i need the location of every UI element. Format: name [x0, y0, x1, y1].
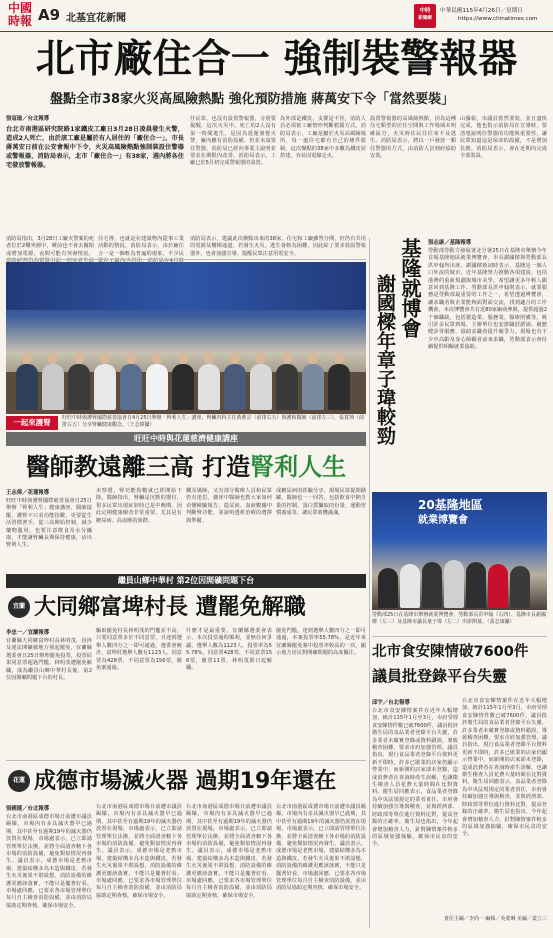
masthead [0, 0, 553, 32]
side-title-line-1: 基隆就博會 [398, 238, 422, 338]
fire-column-1 [6, 804, 92, 930]
recall-tag [8, 596, 30, 618]
recall-kicker-text: 繼員山鄉中華村 第2位因開礦問題下台 [117, 576, 255, 585]
side-photo-people [378, 544, 543, 608]
right-logo [414, 4, 436, 28]
health-column-1-text: 旺旺中時與護腎國際慈善協會日25日舉辦「腎利人生」健康講座，醫師提醒，護腎不只看功能指數，更要從生活習慣著手，從三高開始控制，減少藥物濫用，也要注意飲食及水分攝取，才能讓腎臟長期保持健康，活出腎利人生。 [6, 498, 92, 549]
lead-intro [6, 114, 184, 232]
website-url[interactable]: https://www.chinatimes.com [458, 16, 538, 22]
fire-column-4: 台北市南港區成德市場日前遭市議員踢爆，市場內有多具滅火器早已過期，其中甚至有過期19年的滅火器仍放置在現場，市場處表示，已立即請管理單位汰換，並將全面清查轄下各市場的消防設備，避免類似情況再發生。議員表示，成德市場是老舊市場，建築結構多為木造與鐵皮，若發生火災後果不堪設想，消防設備的維護更應該落實，不能只是擺著好看。市場處回應，已要求各市場管理單位每月自主檢查消防設備，並由消防局協助定期查核，確保市場安全。 [276, 804, 366, 892]
recall-kicker [6, 574, 366, 588]
lead-column-1c: 住宅裡，也就是在建築物內從事工業活動的情況。消防局表示，由於廠住合一是一個較為普遍的現象，不少民 [98, 236, 184, 257]
recall-tag-text: 宜蘭 [12, 603, 25, 610]
health-photo-caption: 旺旺中時與護腎國際慈善協會日4月25日舉辦「腎利人生」講座，腎臟內科主任黃胜宗（前排右五）與護和醫師（前排左三），張賀翔（前排右五）分享腎臟健康觀念。（王志偉攝） [62, 415, 365, 428]
side-title-block [372, 238, 424, 490]
side-body-block [428, 238, 547, 490]
health-photo [6, 262, 366, 414]
recall-headline: 大同鄉富埤村長 遭罷免解職 [34, 595, 306, 620]
health-headline [6, 449, 366, 485]
lead-column-2b: 消防局表示，建議此次盤點出來的38家，住宅和工廠雖然分開，但仍有共用的電源及樓梯通道，若發生火災，逃生會較為困難，因此除了要求裝設警報器外，也會加強宣導，提醒民眾注意用電安全。 [190, 236, 366, 257]
page-number: A9 [38, 6, 61, 24]
divider-horizontal-2 [372, 636, 547, 637]
section-title: 北基宜花新聞 [66, 13, 126, 24]
fire-tag-text: 花蓮 [12, 777, 25, 784]
health-photo-badge-text: 一起來護腎 [13, 418, 51, 427]
side-body-text: 勞動部勞動力發展署北分署25日在基隆市舉辦今年首場基隆地區就業博覽會，市長謝國樑與勞動部長洪申翰均出席。謝國樑致詞時表示，基隆是一個人口外流的城市，近年基隆努力推動各項建設，包括港灣的重新規劃與城市美學，希望讓更多年輕人願意回到基隆工作。勞動部長洪申翰則表示，就業服務是勞動部最重要的工作之一，希望透過博覽會，讓求職者與企業能夠面對面交流，找到適合的工作機會。本次博覽會共有近80家廠商參與，提供超過2千個職缺，包括製造業、服務業、醫療照護等，吸引許多民眾到場。主辦單位也安排職涯諮詢、履歷健診等服務，協助求職者提升競爭力。現場也有不少中高齡及身心障礙者前來求職，勞動部表示會持續提供相關就業協助。 [428, 248, 547, 351]
lead-column-1b: 消防局指出，3月28日工廠火警案的死者位於2樓夾層中，睡前也不會去關閉或增加電源，夜間可能有突發情況， [6, 236, 94, 257]
side-photo-sign [418, 498, 542, 528]
fire-headline: 成德市場滅火器 過期19年還在 [34, 769, 337, 794]
issue-date: 中華民國115年4月26日／星期日 [440, 8, 523, 14]
photo-banner-backdrop [6, 262, 366, 310]
food-column-1 [372, 698, 458, 908]
paper-logo [5, 2, 35, 30]
recall-column-3: 什麼才是最重要，宜蘭縣選委會表示，本次投票過程順利，並無任何爭議，選舉人數為1123人，投票率為55.78%，同意票428票，不同意票156票，廢票11票，林明茂即日起解職。 [186, 628, 272, 672]
lead-column-2: 任民眾，也沒有設置警報器，寺別要提醒，這次火災中，死亡的2人沒有第一時間逃生，是因為延遲發覺火警，廠內雖有消防設備，但並未設置住警器，消防局已經向事業主說明並要求在期限內改善。消防局表示，工廠已於5月初完成警報器的設置。 [190, 116, 276, 167]
food-headline-line-1: 北市食安陳情破7600件 [372, 644, 529, 660]
side-byline: 張志康／基隆報導 [428, 240, 472, 246]
side-photo [372, 492, 547, 610]
divider-horizontal-1 [6, 259, 366, 260]
health-headline-part-1: 醫師教遠離三高 打造 [25, 453, 251, 481]
lead-subheadline: 盤點全市38家火災高風險熱點 強化預防措施 蔣萬安下令「當然要裝」 [50, 92, 455, 107]
lead-headline: 北市廠住合一 強制裝警報器 [35, 37, 518, 82]
health-column-3: 鐵及風險，又有部分醫療人員和民眾仍有迷思。講座中醫師也教大家如何看懂檢驗報告，從尿液、血液數據中判斷腎功能，並說明透析治療的選擇與準備。 [186, 488, 272, 524]
photo-crowd [16, 320, 356, 410]
paper-name-line-2: 時報 [7, 14, 32, 28]
paper-name-line-1: 中國 [7, 1, 32, 15]
health-kicker-text: 旺旺中時與花蓮慈濟健康講座 [134, 434, 238, 443]
health-photo-badge [6, 416, 58, 430]
recall-column-2: 驅取罷免村長林明茂的門檻並不高，只要同意票多於不同意票，且達到選舉人數四分之一即可通過，選委會統計，富埤村選舉人數有1123人，同意票為428票，不同意票為156票，罷免案通過。 [96, 628, 182, 672]
lead-column-3: 為外部是鐵皮，支撐是不佳，消防人員必須依工廠情形判斷救援方式。消防局表示，工廠是屬於火災高風險場所，每一處住宅都有自己的條件限制，這次盤點的38家中多數為鐵皮屋搭建，容易因電線走火。 [280, 116, 366, 160]
side-photo-sign-line-1: 20基隆地區 [418, 498, 483, 512]
food-headline [372, 640, 547, 692]
right-logo-line-1: 中時 [419, 8, 431, 14]
food-byline: 邱宇／台北報導 [372, 700, 410, 706]
health-headline-part-2: 腎利人生 [250, 453, 347, 481]
health-column-1 [6, 488, 92, 572]
food-headline-line-2: 議員批登錄平台失靈 [372, 667, 508, 685]
divider-horizontal-3 [6, 760, 366, 761]
side-photo-sign-line-2: 就業博覽會 [418, 515, 468, 526]
fire-tag [8, 770, 30, 792]
health-column-2: 未察覺，腎功能指數就已經開始下降。醫師指出，腎臟是沉默的器官，很多民眾出現症狀時已是中晚期，因此定期健康檢查非常重要，尤其是有糖尿病、高血壓的族群。 [96, 488, 182, 524]
health-column-4: 成糖尿病的經驗分享，現場民眾提問踴躍，醫師也一一回答，包括飲食中鈉含量的控制、蛋白質攝取的份量、運動習慣養成等，讓民眾收穫滿滿。 [276, 488, 366, 517]
right-logo-line-2: 新聞網 [418, 16, 432, 21]
lead-byline: 張寇瑜／台北報導 [6, 116, 50, 122]
health-byline: 王志偉／花蓮報導 [6, 490, 50, 496]
recall-column-1-text: 宜蘭縣大同鄉富埤村長林明茂，因涉及違法開礦被地方發起罷免，宜蘭縣選委會日25日辦理罷免投票，投票結果同意票超過門檻，林明茂遭罷免解職，成為繼員山鄉中華村長後，第2位因開礦問題下台的村長。 [6, 638, 92, 682]
divider-vertical-1 [369, 238, 370, 928]
fire-column-1-text: 台北市南港區成德市場日前遭市議員踢爆，市場內有多具滅火器早已過期，其中甚至有過期19年的滅火器仍放置在現場，市場處表示，已立即請管理單位汰換，並將全面清查轄下各市場的消防設備，避免類似情況再發生。議員表示，成德市場是老舊市場，建築結構多為木造與鐵皮，若發生火災後果不堪設想，消防設備的維護更應該落實，不能只是擺著好看。市場處回應，已要求各市場管理單位每月自主檢查消防設備，並由消防局協助定期查核，確保市場安全。 [6, 814, 92, 909]
fire-column-3: 台北市南港區成德市場日前遭市議員踢爆，市場內有多具滅火器早已過期，其中甚至有過期19年的滅火器仍放置在現場，市場處表示，已立即請管理單位汰換，並將全面清查轄下各市場的消防設備，避免類似情況再發生。議員表示，成德市場是老舊市場，建築結構多為木造與鐵皮，若發生火災後果不堪設想，消防設備的維護更應該落實，不能只是擺著好看。市場處回應，已要求各市場管理單位每月自主檢查消防設備，並由消防局協助定期查核，確保市場安全。 [186, 804, 272, 899]
fire-column-2: 台北市南港區成德市場日前遭市議員踢爆，市場內有多具滅火器早已過期，其中甚至有過期19年的滅火器仍放置在現場，市場處表示，已立即請管理單位汰換，並將全面清查轄下各市場的消防設備，避免類似情況再發生。議員表示，成德市場是老舊市場，建築結構多為木造與鐵皮，若發生火災後果不堪設想，消防設備的維護更應該落實，不能只是擺著好看。市場處回應，已要求各市場管理單位每月自主檢查消防設備，並由消防局協助定期查核，確保市場安全。 [96, 804, 182, 899]
side-title-line-2: 謝國樑年章子瑋較勁 [374, 274, 396, 445]
recall-byline: 李忠一／宜蘭報導 [6, 630, 50, 636]
lead-column-5: 山據報，市議員當然要裝，並且盡快完成，他也指示消防局在宣導時，要清楚說明住警器的功能與重要性，讓民眾知道這是保命的設備，不是增加負擔。消防局表示，會在近期內完成全部裝設。 [460, 116, 547, 160]
health-kicker [6, 432, 366, 446]
side-photo-caption: 勞動部25日在基隆市舉辦就業博覽會，勞動部長洪申翰（右四）、基隆市長謝國樑（左三）及基隆市議長童子瑋（左二）出席開幕。（張志康攝） [372, 612, 546, 625]
lead-intro-text: 台北市南港區研究院路1家鐵皮工廠日3月28日凌晨發生火警，造成2人死亡，由於該工廠是屬於有人居住的「廠住合一」，市長蔣萬安日前在公安會報中下令，火災高風險熱點強制裝設住警器或警報器，消防局表示，北市「廠住合一」有38家，週內將各住宅發放警報器。 [6, 126, 184, 169]
recall-column-1 [6, 628, 92, 722]
recall-column-4: 罷免門檻，達到選舉人數四分之一即可通過，本案投票率55.78%，是近年來宜蘭縣罷免案中投票率較高的一次，顯示地方居民對開礦問題的高度關注。 [276, 628, 366, 657]
food-column-1-text: 台北市食安陳情案件在近年大幅增加，統計115年1月至3月，市府受理食安陳情件數已破7600件，議員批評衛生局的食品業者登錄平台失靈，許多業者未確實登錄或資料錯誤，導致稽查困難，要求市府加強管理。議員指出，現行食品業者登錄平台資料更新不即時，許多已歇業的店家仍顯示營業中，而新開的店家卻未登錄，造成消費者在查詢時產生誤解，也讓衛生稽查人員花費大量時間在比對資料。衛生局回應表示，食品業者登錄為中央法規規定的業者責任，市府會持續加強宣導與稽查，並與經濟部、財政部等單位進行資料比對，提高登錄的正確率。衛生局也指出，今年起會增加稽查人力，針對陳情案件較多的區域加強抽驗，確保市民食的安全。 [372, 708, 458, 848]
lead-column-4: 設置警報器的高風險熱點，因為這種住宅類型的居住空間與工作場域未明確區分，火災時住民往往來不及逃生。消防局表示，將以一戶發放一顆住警器的方式，由消防人員到府協助安裝。 [370, 116, 456, 160]
food-column-2: 台北市食安陳情案件在近年大幅增加，統計115年1月至3月，市府受理食安陳情件數已破7600件，議員批評衛生局的食品業者登錄平台失靈，許多業者未確實登錄或資料錯誤，導致稽查困難，要求市府加強管理。議員指出，現行食品業者登錄平台資料更新不即時，許多已歇業的店家仍顯示營業中，而新開的店家卻未登錄，造成消費者在查詢時產生誤解，也讓衛生稽查人員花費大量時間在比對資料。衛生局回應表示，食品業者登錄為中央法規規定的業者責任，市府會持續加強宣導與稽查，並與經濟部、財政部等單位進行資料比對，提高登錄的正確率。衛生局也指出，今年起會增加稽查人力，針對陳情案件較多的區域加強抽驗，確保市民食的安全。 [462, 698, 547, 838]
page-footer-credits: 責任主編／李尚一 編輯／吳蒙琳 美編／裴立三 [443, 916, 547, 922]
fire-byline: 張國運／台北報導 [6, 806, 50, 812]
